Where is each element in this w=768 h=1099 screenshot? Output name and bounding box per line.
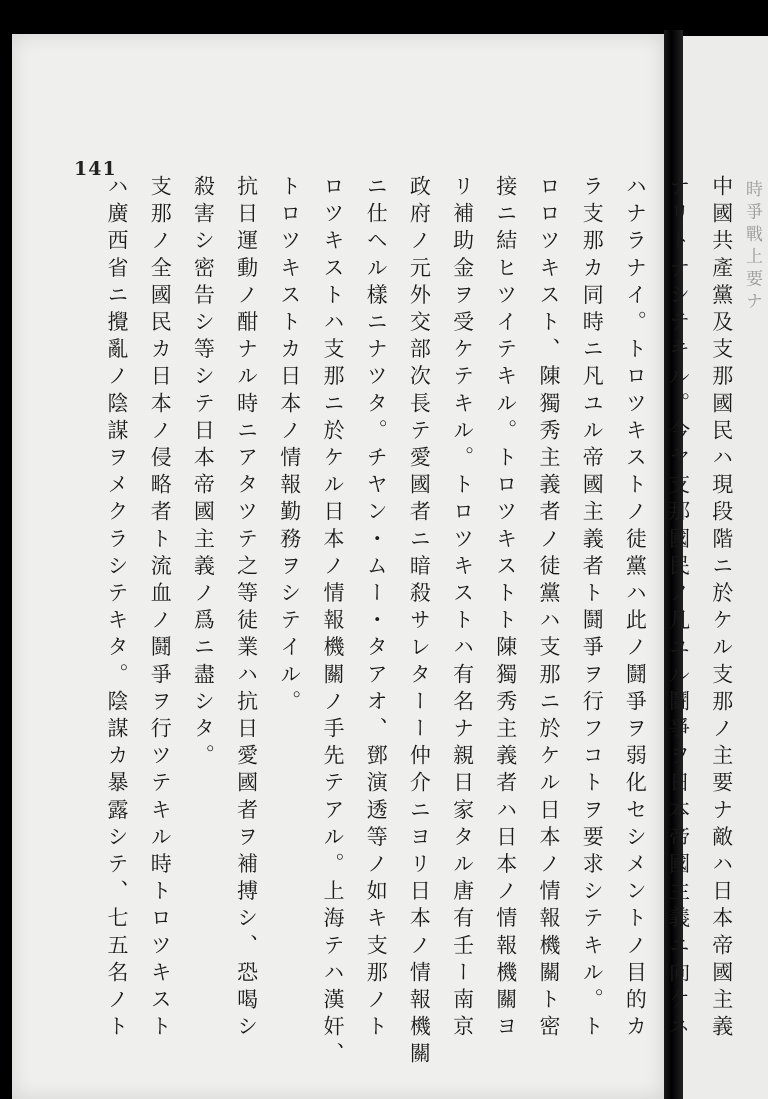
vertical-text-body [105,175,743,1070]
text-column-10: ロツキストハ支那ニ於ケル日本ノ情報機關ノ手先テアル。上海テハ漢奸、 [320,175,345,1070]
text-column-6: 接ニ結ヒツイテキル。トロツキストト陳獨秀主義者ハ日本ノ情報機關ヨ [493,175,518,1043]
text-column-15: ハ廣西省ニ攪亂ノ陰謀ヲメクラシテキタ。陰謀カ暴露シテ、七五名ノト [105,175,129,1043]
text-column-3: ハナラナイ。トロツキストノ徒黨ハ此ノ鬪爭ヲ弱化セシメントノ目的カ [623,175,648,1043]
page-number: 141 [74,158,117,180]
text-column-1: 中國共產黨及支那國民ハ現段階ニ於ケル支那ノ主要ナ敵ハ日本帝國主義 [709,175,734,1043]
text-column-2: ナリトナシテキル。今ヤ支那國民ノ凡ユル鬪爭ヲ日本帝國主義ニ向ケネ [666,175,691,1043]
text-column-13: 殺害シ密告シ等シテ日本帝國主義ノ爲ニ盡シタ。 [191,175,216,772]
text-column-5: ロロツキスト、陳獨秀主義者ノ徒黨ハ支那ニ於ケル日本ノ情報機關ト密 [536,175,561,1043]
text-column-14: 支那ノ全國民カ日本ノ侵略者ト流血ノ鬪爭ヲ行ツテキル時トロツキスト [148,175,173,1043]
text-column-8: 政府ノ元外交部次長テ愛國者ニ暗殺サレターー仲介ニヨリ日本ノ情報機關 [407,175,432,1070]
text-column-12: 抗日運動ノ酣ナル時ニアタツテ之等徒業ハ抗日愛國者ヲ補搏シ、恐喝シ [234,175,259,1043]
text-column-9: ニ仕ヘル樣ニナツタ。チヤン・ムー・タアオ、鄧演透等ノ如キ支那ノト [364,175,389,1043]
text-column-7: リ補助金ヲ受ケテキル。トロツキストハ有名ナ親日家タル唐有壬ー南京 [450,175,475,1043]
adjacent-page-edge-text: 時 爭 戰 上 要 ナ [742,180,762,310]
text-column-4: ラ支那カ同時ニ凡ユル帝國主義者ト鬪爭ヲ行フコトヲ要求シテキル。ト [580,175,605,1043]
text-column-11: トロツキストカ日本ノ情報勤務ヲシテイル。 [277,175,302,717]
